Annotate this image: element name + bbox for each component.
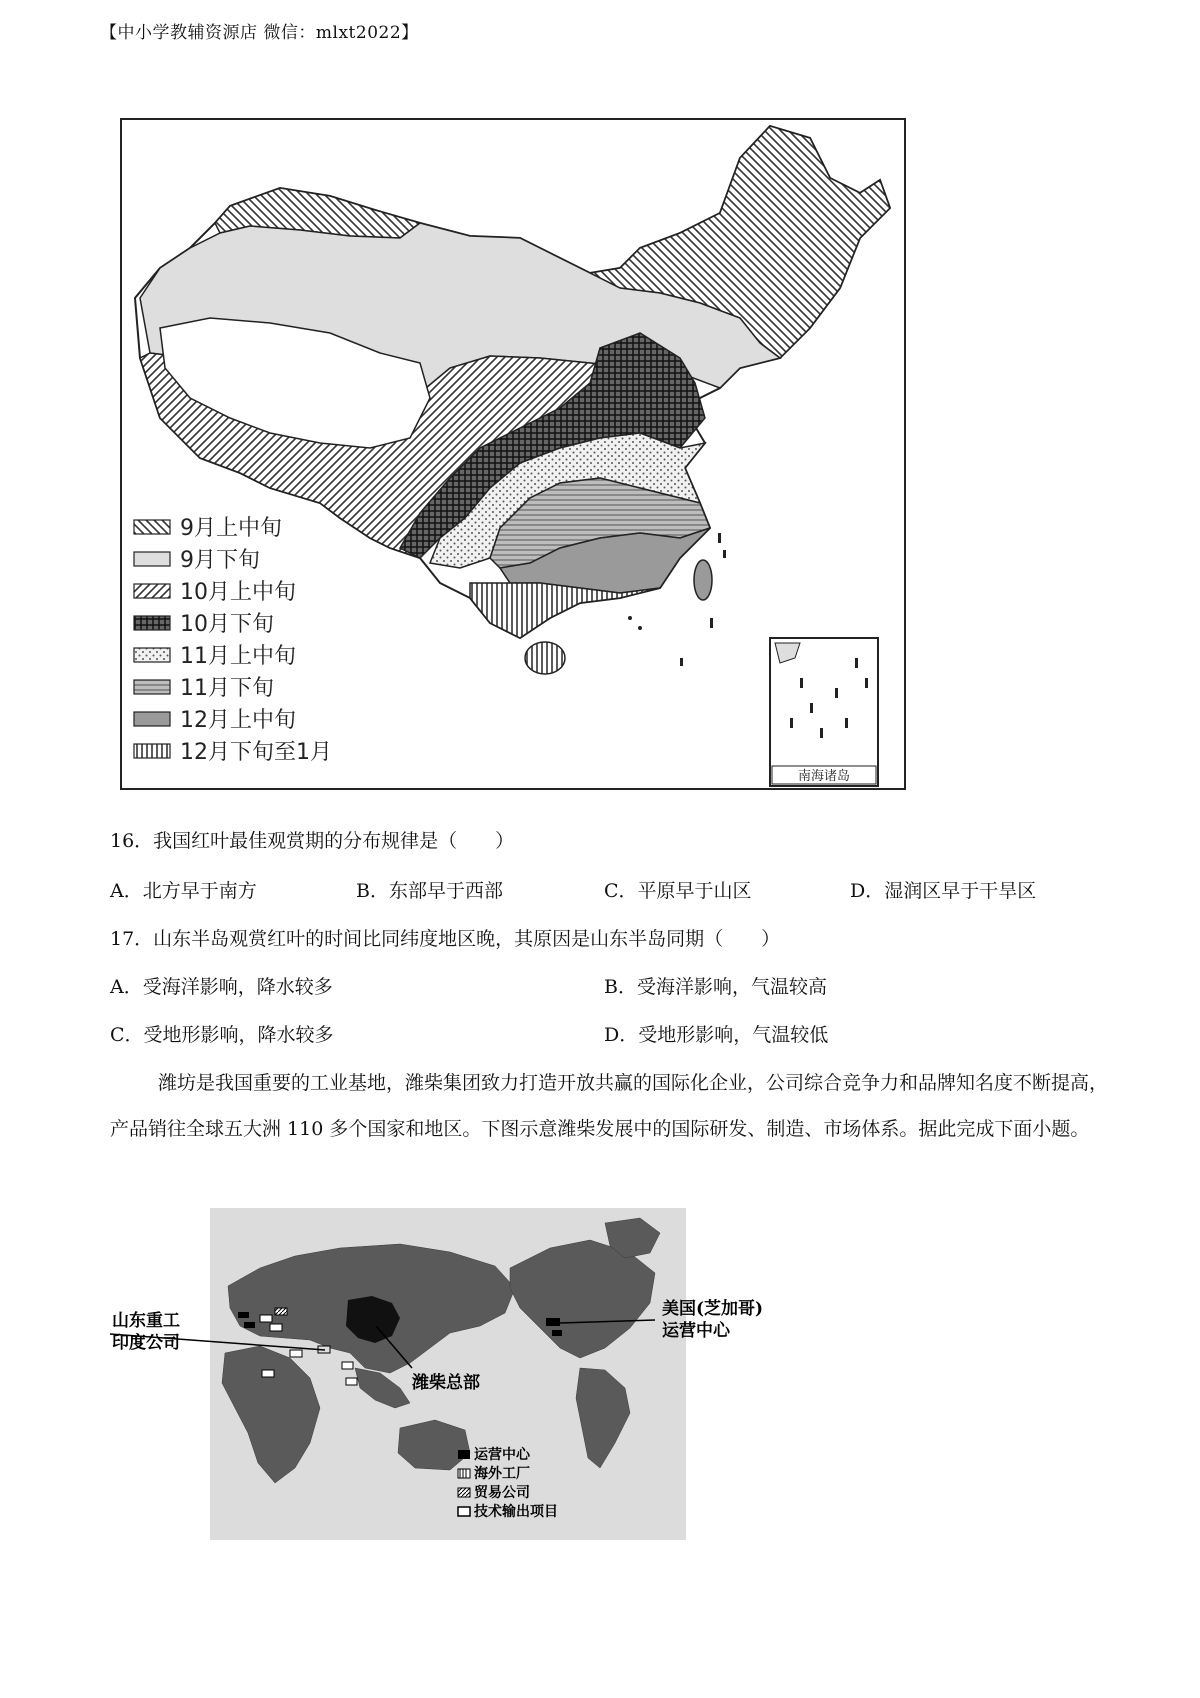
label-us-line1: 美国(芝加哥) xyxy=(662,1299,764,1319)
legend1-swatch-6 xyxy=(134,712,170,726)
hainan-island xyxy=(525,642,565,674)
marker-ops-us xyxy=(546,1318,560,1326)
q16-option-c[interactable]: C．平原早于山区 xyxy=(604,880,752,902)
legend1-label-6: 12月上中旬 xyxy=(180,708,296,733)
marker-ops-us-2 xyxy=(552,1330,562,1336)
marker-ops-europe-1 xyxy=(238,1312,249,1318)
legend1-label-0: 9月上中旬 xyxy=(180,516,282,541)
q17-option-c[interactable]: C．受地形影响，降水较多 xyxy=(110,1024,334,1046)
legend1-label-2: 10月上中旬 xyxy=(180,580,296,605)
q17-option-d[interactable]: D．受地形影响，气温较低 xyxy=(604,1024,829,1046)
q16-option-b[interactable]: B．东部早于西部 xyxy=(356,880,503,902)
marker-tech-india xyxy=(342,1362,353,1369)
marker-trade-europe-2 xyxy=(270,1324,282,1331)
legend1-label-3: 10月下旬 xyxy=(180,612,274,637)
marker-ops-europe-2 xyxy=(244,1322,255,1328)
passage-text: 潍坊是我国重要的工业基地，潍柴集团致力打造开放共赢的国际化企业，公司综合竞争力和品牌知名度不断提高，产品销往全球五大洲 110 多个国家和地区。下图示意潍柴发展中的国际研发、制造、市场体系。据此完成下面小题。 xyxy=(110,1072,1109,1140)
legend1-swatch-3 xyxy=(134,616,170,630)
q17-stem: 17．山东半岛观赏红叶的时间比同纬度地区晚，其原因是山东半岛同期（ ） xyxy=(110,928,781,950)
marker-tech-africa xyxy=(262,1370,274,1377)
q16-option-a[interactable]: A．北方早于南方 xyxy=(110,880,257,902)
legend1-swatch-0 xyxy=(134,520,170,534)
legend2-ops: 运营中心 xyxy=(474,1447,530,1463)
q17-option-b[interactable]: B．受海洋影响，气温较高 xyxy=(604,976,827,998)
marker-trade-europe-1 xyxy=(275,1308,287,1315)
china-redleaf-map xyxy=(120,118,906,790)
header-watermark: 【中小学教辅资源店 微信：mlxt2022】 xyxy=(100,23,419,43)
label-us-line2: 运营中心 xyxy=(662,1321,730,1341)
legend1-swatch-1 xyxy=(134,552,170,566)
legend2-trade: 贸易公司 xyxy=(474,1485,530,1501)
weichai-world-map xyxy=(110,1208,840,1540)
south-sea-inset xyxy=(770,638,878,786)
label-weichai-hq: 潍柴总部 xyxy=(412,1373,480,1393)
q16-option-d[interactable]: D．湿润区早于干旱区 xyxy=(850,880,1037,902)
q16-stem: 16．我国红叶最佳观赏期的分布规律是（ ） xyxy=(110,830,515,852)
legend1-swatch-4 xyxy=(134,648,170,662)
taiwan-island xyxy=(694,560,712,600)
legend1-label-1: 9月下旬 xyxy=(180,548,260,573)
marker-trade-mideast xyxy=(290,1350,302,1357)
label-india-line1: 山东重工 xyxy=(112,1311,180,1331)
marker-tech-sea xyxy=(346,1378,357,1385)
legend2-factory: 海外工厂 xyxy=(474,1466,530,1482)
q17-option-a[interactable]: A．受海洋影响，降水较多 xyxy=(110,976,333,998)
legend1-label-4: 11月上中旬 xyxy=(180,644,296,669)
legend1-swatch-2 xyxy=(134,584,170,598)
legend1-label-5: 11月下旬 xyxy=(180,676,274,701)
legend1-swatch-7 xyxy=(134,744,170,758)
label-india-line2: 印度公司 xyxy=(112,1333,180,1353)
inset-label: 南海诸岛 xyxy=(797,769,851,784)
legend1-swatch-5 xyxy=(134,680,170,694)
marker-factory-europe xyxy=(260,1315,272,1322)
legend1-label-7: 12月下旬至1月 xyxy=(180,740,332,765)
legend2-tech: 技术输出项目 xyxy=(474,1504,558,1520)
